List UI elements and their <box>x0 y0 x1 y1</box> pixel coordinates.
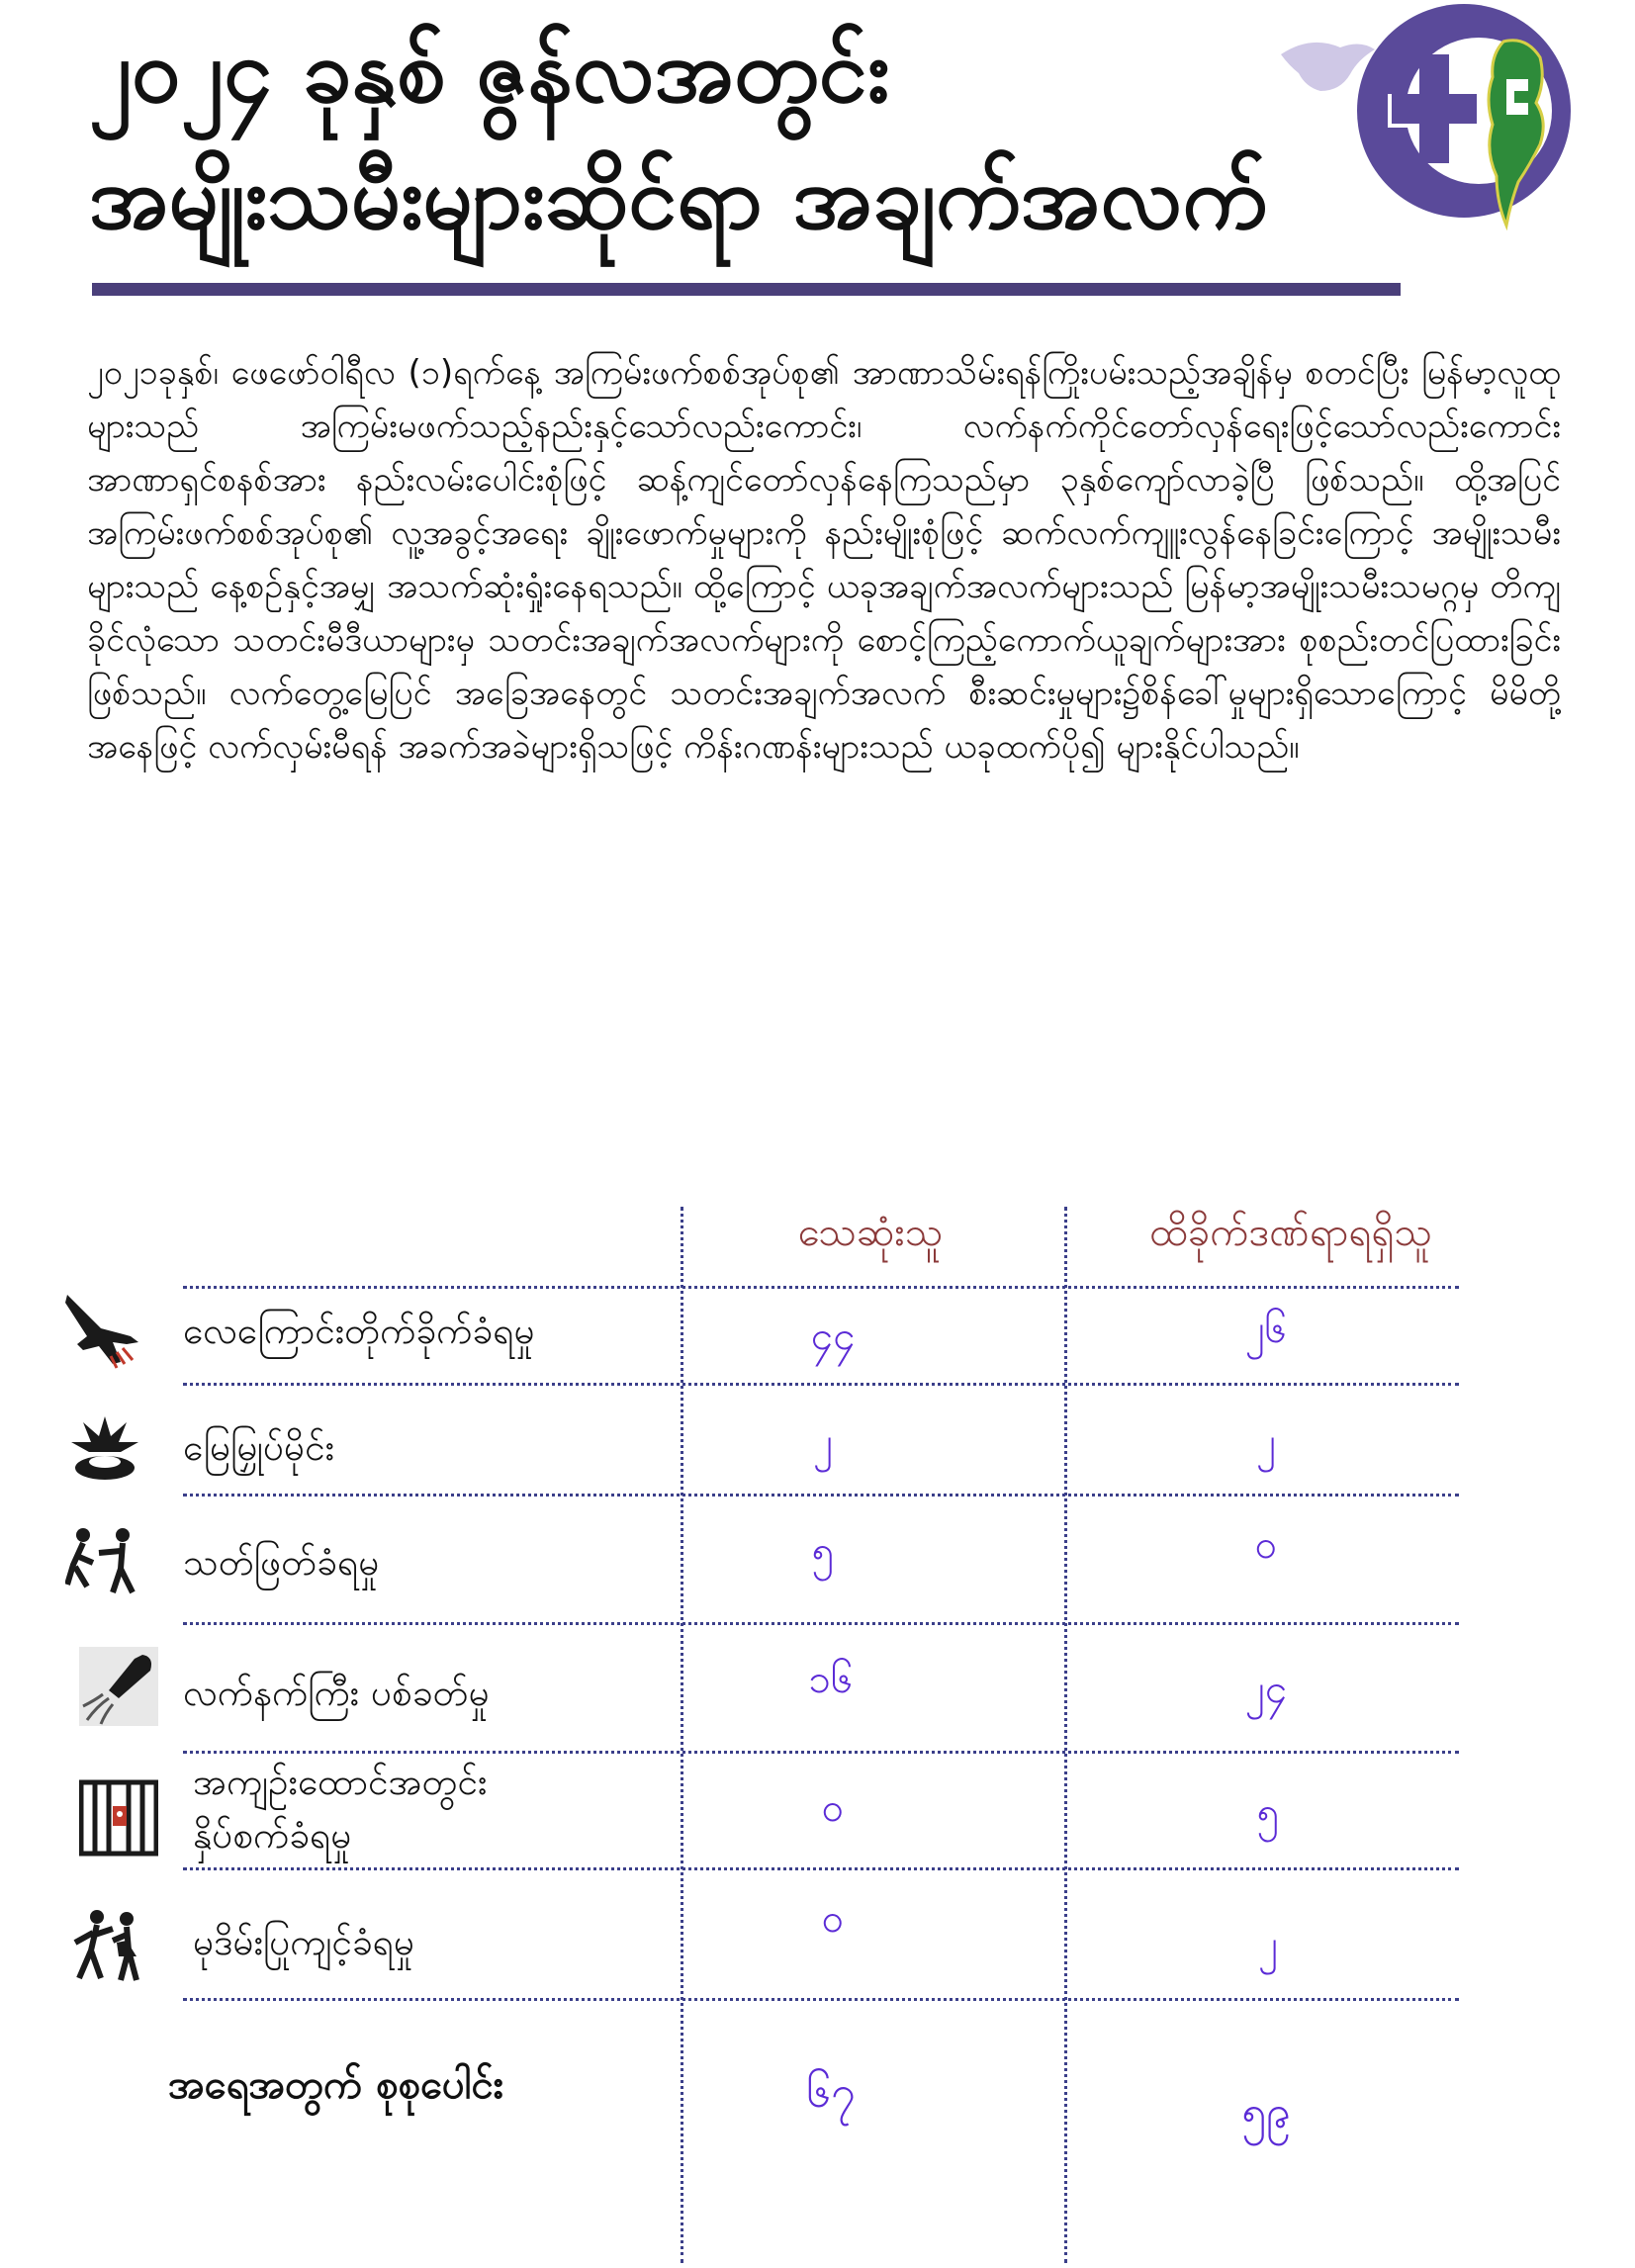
artillery-shell-icon <box>79 1647 158 1726</box>
value-deaths-total: ၆၇ <box>806 2067 856 2118</box>
page-title-line-2: အမျိုးသမီးများဆိုင်ရာ အချက်အလက် <box>89 146 1268 248</box>
value-injured-total: ၅၉ <box>1241 2087 1291 2137</box>
value-deaths-airstrike: ၄၄ <box>810 1314 856 1359</box>
total-label: အရေအတွက် စုစုပေါင်း <box>168 2062 503 2108</box>
row-divider <box>183 1998 1459 2001</box>
row-label-airstrike: လေကြောင်းတိုက်ခိုက်ခံရမှု <box>183 1310 535 1352</box>
value-injured-artillery: ၂၄ <box>1244 1667 1288 1712</box>
value-injured-prison-torture: ၅ <box>1256 1789 1280 1835</box>
column-header-deaths: သေဆုံးသူ <box>797 1210 944 1255</box>
value-injured-killing: ၀ <box>1254 1522 1278 1568</box>
row-label-killing: သတ်ဖြတ်ခံရမှု <box>183 1541 380 1584</box>
title-underline <box>92 283 1401 296</box>
row-label-landmine: မြေမြှုပ်မိုင်း <box>183 1426 334 1469</box>
statistics-table <box>0 1187 1635 2268</box>
value-deaths-artillery: ၁၆ <box>808 1657 854 1702</box>
landmine-icon <box>65 1412 144 1492</box>
jail-icon <box>79 1778 158 1858</box>
row-label-rape: မုဒိမ်းပြုကျင့်ခံရမှု <box>193 1921 415 1963</box>
organization-logo <box>1281 0 1597 247</box>
column-header-injured: ထိခိုက်ဒဏ်ရာရရှိသူ <box>1149 1210 1432 1255</box>
page-title-line-1: ၂၀၂၄ ခုနှစ် ဇွန်လအတွင်း <box>89 20 890 122</box>
value-injured-landmine: ၂ <box>1256 1419 1276 1465</box>
row-label-prison-torture-line2: နှိပ်စက်ခံရမှု <box>193 1814 352 1857</box>
row-divider <box>183 1383 1459 1386</box>
row-label-artillery: လက်နက်ကြီး ပစ်ခတ်မှု <box>183 1672 490 1714</box>
value-deaths-rape: ၀ <box>821 1896 845 1942</box>
value-injured-rape: ၂ <box>1258 1922 1278 1967</box>
value-deaths-landmine: ၂ <box>813 1419 833 1465</box>
row-divider <box>183 1867 1459 1870</box>
fighter-jet-icon <box>61 1291 140 1370</box>
row-divider <box>183 1494 1459 1497</box>
value-deaths-killing: ၅ <box>811 1528 835 1574</box>
column-divider <box>1064 1207 1067 2263</box>
row-label-prison-torture-line1: အကျဉ်းထောင်အတွင်း <box>193 1761 488 1803</box>
row-divider <box>183 1286 1459 1289</box>
row-divider <box>183 1751 1459 1754</box>
shooting-icon <box>65 1523 144 1602</box>
intro-paragraph: ၂၀၂၁ခုနှစ်၊ ဖေဖော်ဝါရီလ (၁)ရက်နေ့ အကြမ်းဖက်စစ်အုပ်စု၏ အာဏာသိမ်းရန်ကြိုးပမ်းသည့်အချိန်မှ စတင်ပြီး မြန်မာ့လူထုများသည် အကြမ်းမဖက်သည့်နည်းနှင့်သော်လည်းကောင်း၊ လက်နက်ကိုင်တော်လှန်ရေးဖြင့်သော်လည်းကောင်း အာဏာရှင်စနစ်အား နည်းလမ်းပေါင်းစုံဖြင့် ဆန့်ကျင်တော်လှန်နေကြသည်မှာ ၃နှစ်ကျော်လာခဲ့ပြီ ဖြစ်သည်။ ထို့အပြင် အကြမ်းဖက်စစ်အုပ်စု၏ လူ့အခွင့်အရေး ချိုးဖောက်မှုများကို နည်းမျိုးစုံဖြင့် ဆက်လက်ကျူးလွန်နေခြင်းကြောင့် အမျိုးသမီးများသည် နေ့စဉ်နှင့်အမျှ အသက်ဆုံးရှုံးနေရသည်။ ထို့ကြောင့် ယခုအချက်အလက်များသည် မြန်မာ့အမျိုးသမီးသမဂ္ဂမှ တိကျခိုင်လုံသော သတင်းမီဒီယာများမှ သတင်းအချက်အလက်များကို စောင့်ကြည့်ကောက်ယူချက်များအား စုစည်းတင်ပြထားခြင်း ဖြစ်သည်။ လက်တွေ့မြေပြင် အခြေအနေတွင် သတင်းအချက်အလက် စီးဆင်းမှုများ၌စိန်ခေါ်မှုများရှိသောကြောင့် မိမိတို့အနေဖြင့် လက်လှမ်းမီရန် အခက်အခဲများရှိသဖြင့် ကိန်းဂဏန်းများသည် ယခုထက်ပို၍ များနိုင်ပါသည်။ <box>87 353 1561 767</box>
value-deaths-prison-torture: ၀ <box>821 1785 845 1831</box>
column-divider <box>681 1207 683 2263</box>
row-divider <box>183 1622 1459 1625</box>
value-injured-airstrike: ၂၆ <box>1244 1307 1288 1352</box>
assault-icon <box>69 1907 148 1986</box>
